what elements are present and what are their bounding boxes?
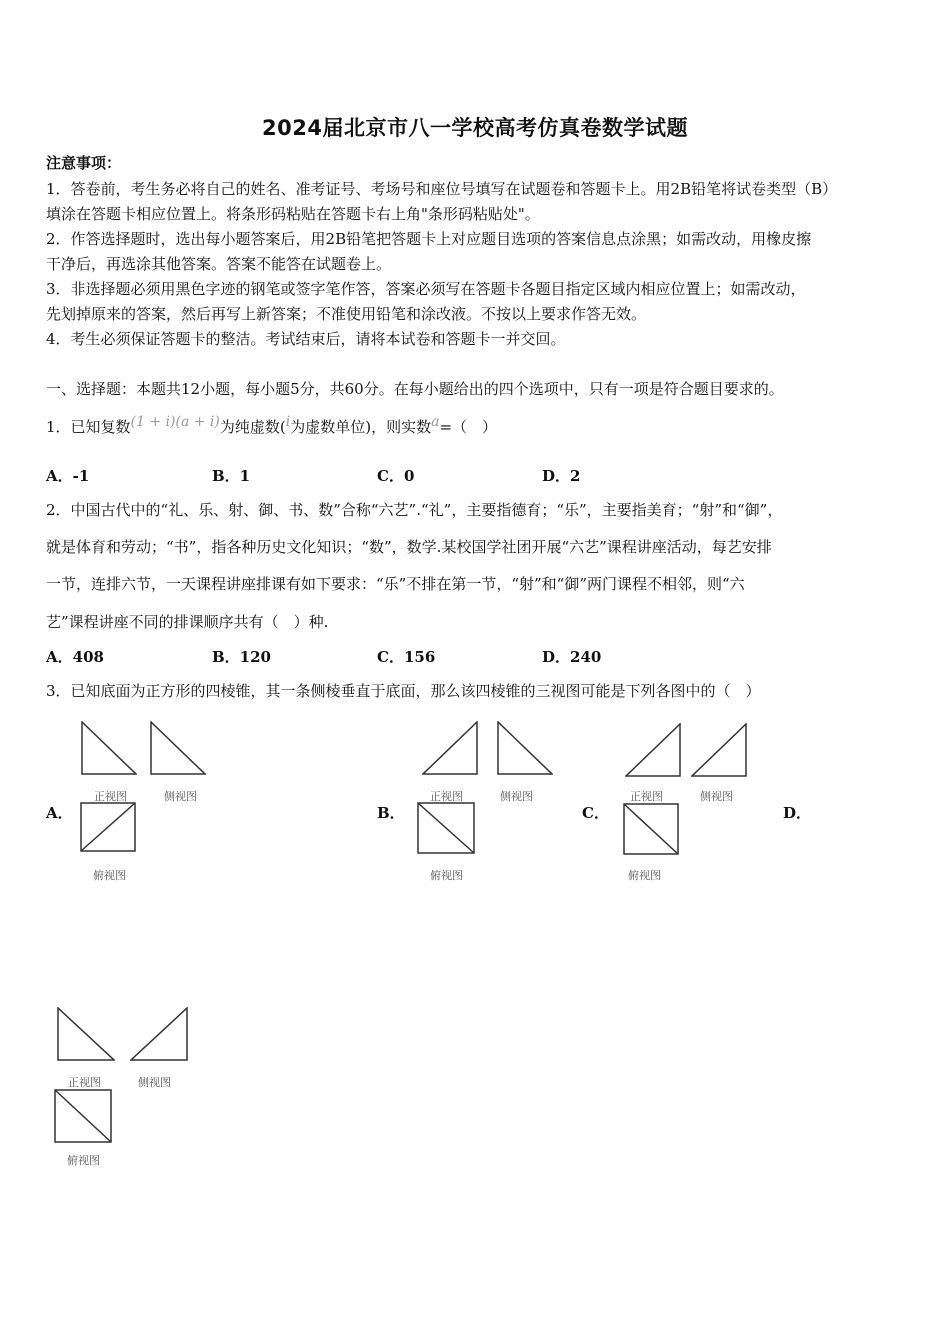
side-view-caption: 侧视图 bbox=[500, 790, 533, 803]
notice-line: 填涂在答题卡相应位置上。将条形码粘贴在答题卡右上角"条形码粘贴处"。 bbox=[46, 205, 540, 223]
question-2-line: 艺”课程讲座不同的排课顺序共有（ ）种. bbox=[46, 613, 329, 631]
q1-option-d: D．2 bbox=[542, 467, 581, 485]
q3-option-d-label: D． bbox=[783, 804, 812, 822]
question-3: 3．已知底面为正方形的四棱锥，其一条侧棱垂直于底面，那么该四棱锥的三视图可能是下列各图中的（ ） bbox=[46, 682, 761, 700]
side-view-figure bbox=[150, 721, 206, 775]
top-view-figure bbox=[80, 802, 136, 852]
q3-option-b-label: B． bbox=[377, 804, 405, 822]
q1-option-a: A．-1 bbox=[46, 467, 90, 485]
q1-formula: (1 + i)(a + i) bbox=[130, 414, 220, 430]
section-heading: 一、选择题：本题共12小题，每小题5分，共60分。在每小题给出的四个选项中，只有一项是符合题目要求的。 bbox=[46, 380, 784, 398]
notice-line: 2．作答选择题时，选出每小题答案后，用2B铅笔把答题卡上对应题目选项的答案信息点涂黑；如需改动，用橡皮擦 bbox=[46, 230, 812, 248]
q1-prefix: 1．已知复数 bbox=[46, 418, 131, 436]
front-view-caption: 正视图 bbox=[68, 1076, 101, 1089]
notice-line: 4．考生必须保证答题卡的整洁。考试结束后，请将本试卷和答题卡一并交回。 bbox=[46, 330, 566, 348]
side-view-caption: 侧视图 bbox=[164, 790, 197, 803]
top-view-caption: 俯视图 bbox=[93, 869, 126, 882]
notice-heading: 注意事项： bbox=[46, 154, 122, 172]
front-view-caption: 正视图 bbox=[430, 790, 463, 803]
front-view-figure bbox=[57, 1007, 115, 1061]
notice-line: 1．答卷前，考生务必将自己的姓名、准考证号、考场号和座位号填写在试题卷和答题卡上。用2B铅笔将试卷类型（B） bbox=[46, 180, 838, 198]
top-view-caption: 俯视图 bbox=[67, 1154, 100, 1167]
q1-option-b: B．1 bbox=[212, 467, 251, 485]
q1-middle: 为纯虚数( bbox=[219, 418, 286, 436]
front-view-figure bbox=[625, 723, 681, 777]
question-1 bbox=[46, 416, 497, 437]
top-view-figure bbox=[54, 1089, 112, 1143]
q3-option-a-label: A． bbox=[46, 804, 73, 822]
side-view-caption: 侧视图 bbox=[138, 1076, 171, 1089]
top-view-figure bbox=[417, 802, 475, 854]
q1-suffix: 为虚数单位)，则实数 bbox=[290, 418, 432, 436]
question-2-line: 2．中国古代中的“礼、乐、射、御、书、数”合称“六艺”.“礼”，主要指德育；“乐”，主要指美育；“射”和“御”， bbox=[46, 501, 783, 519]
q2-option-d: D．240 bbox=[542, 648, 602, 666]
notice-line: 干净后，再选涂其他答案。答案不能答在试题卷上。 bbox=[46, 255, 392, 273]
side-view-figure bbox=[691, 723, 747, 777]
notice-line: 3．非选择题必须用黑色字迹的钢笔或签字笔作答，答案必须写在答题卡各题目指定区域内相应位置上；如需改动， bbox=[46, 280, 806, 298]
q2-option-c: C．156 bbox=[377, 648, 436, 666]
side-view-figure bbox=[497, 721, 553, 775]
front-view-figure bbox=[81, 721, 137, 775]
q1-unit: i bbox=[285, 414, 291, 430]
q2-option-a: A．408 bbox=[46, 648, 104, 666]
notice-line: 先划掉原来的答案，然后再写上新答案；不准使用铅笔和涂改液。不按以上要求作答无效。 bbox=[46, 305, 647, 323]
side-view-figure bbox=[130, 1007, 188, 1061]
q3-option-c-label: C． bbox=[582, 804, 609, 822]
top-view-caption: 俯视图 bbox=[430, 869, 463, 882]
front-view-figure bbox=[422, 721, 478, 775]
side-view-caption: 侧视图 bbox=[700, 790, 733, 803]
q2-option-b: B．120 bbox=[212, 648, 271, 666]
question-2-line: 一节，连排六节，一天课程讲座排课有如下要求：“乐”不排在第一节，“射”和“御”两门课程不相邻，则“六 bbox=[46, 575, 745, 593]
question-2-line: 就是体育和劳动；“书”，指各种历史文化知识；“数”，数学.某校国学社团开展“六艺”课程讲座活动，每艺安排 bbox=[46, 538, 772, 556]
front-view-caption: 正视图 bbox=[94, 790, 127, 803]
top-view-caption: 俯视图 bbox=[628, 869, 661, 882]
front-view-caption: 正视图 bbox=[630, 790, 663, 803]
top-view-figure bbox=[623, 803, 679, 855]
q1-var: a bbox=[431, 414, 440, 430]
q1-ending: =（ ） bbox=[439, 418, 498, 436]
exam-title: 2024届北京市八一学校高考仿真卷数学试题 bbox=[262, 116, 688, 140]
q1-option-c: C．0 bbox=[377, 467, 415, 485]
